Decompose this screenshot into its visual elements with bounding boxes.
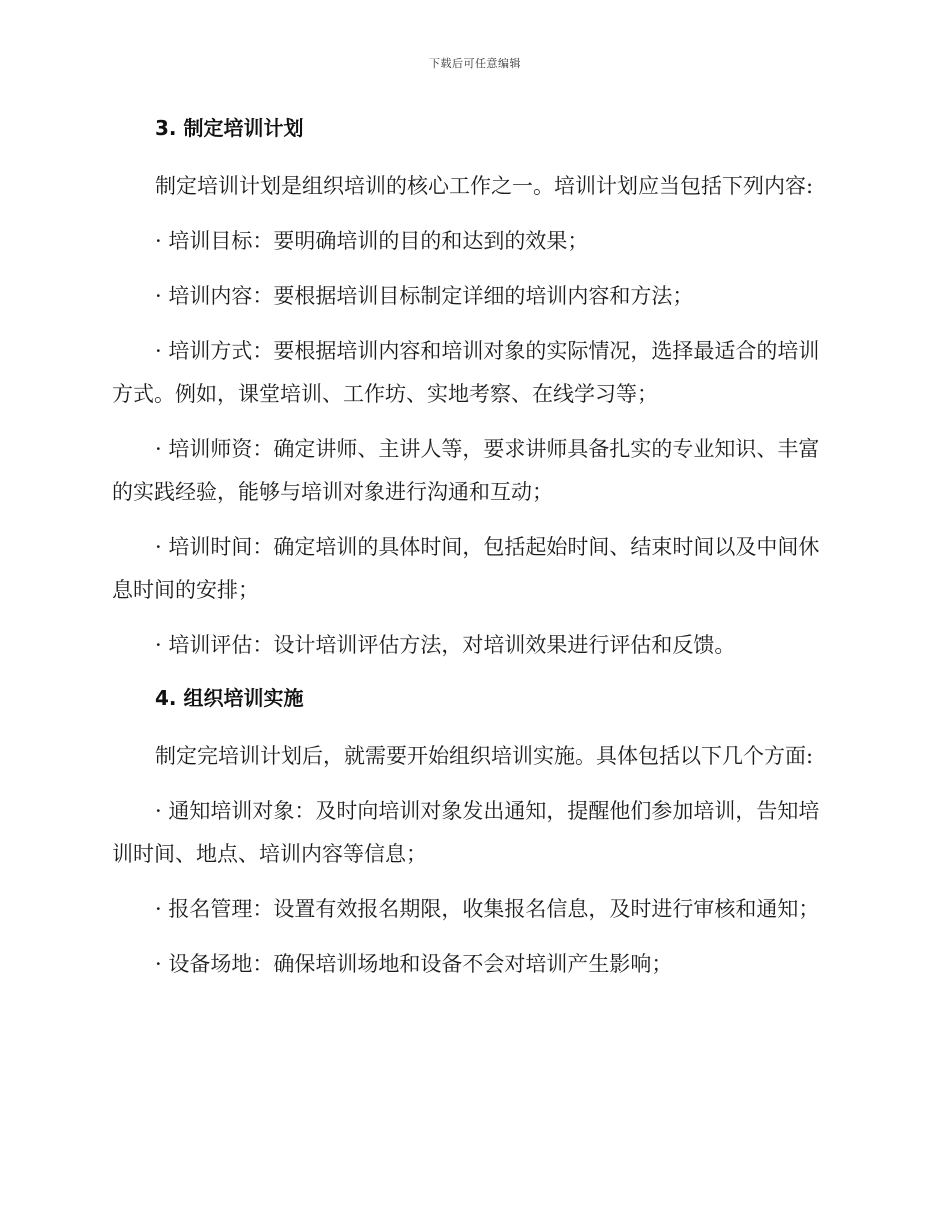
- bullet-item-training-goal: · 培训目标：要明确培训的目的和达到的效果；: [155, 229, 589, 253]
- section-training-implementation: [112, 679, 824, 986]
- bullet-item-equipment-venue: · 设备场地：确保培训场地和设备不会对培训产生影响；: [155, 952, 673, 976]
- section-intro: 制定完培训计划后，就需要开始组织培训实施。具体包括以下几个方面:: [155, 744, 814, 768]
- bullet-item-training-content: · 培训内容：要根据培训目标制定详细的培训内容和方法；: [155, 284, 694, 308]
- page-header-note: 下载后可任意编辑: [429, 57, 521, 70]
- section-intro: 制定培训计划是组织培训的核心工作之一。培训计划应当包括下列内容:: [155, 174, 814, 198]
- document-body: [112, 109, 824, 998]
- bullet-item-training-evaluation: · 培训评估：设计培训评估方法，对培训效果进行评估和反馈。: [155, 633, 736, 657]
- section-training-plan: [112, 109, 824, 667]
- bullet-item-training-time: · 培训时间：确定培训的具体时间，包括起始时间、结束时间以及中间休息时间的安排；: [112, 535, 820, 602]
- section-heading: 4. 组织培训实施: [155, 686, 304, 710]
- bullet-item-registration: · 报名管理：设置有效报名期限，收集报名信息，及时进行审核和通知；: [155, 897, 820, 921]
- section-heading: 3. 制定培训计划: [155, 116, 304, 140]
- bullet-item-training-instructors: · 培训师资：确定讲师、主讲人等，要求讲师具备扎实的专业知识、丰富的实践经验，能够与培训对象进行沟通和互动；: [112, 437, 820, 504]
- bullet-item-training-method: · 培训方式：要根据培训内容和培训对象的实际情况，选择最适合的培训方式。例如，课堂培训、工作坊、实地考察、在线学习等；: [112, 339, 820, 406]
- bullet-item-notify-trainees: · 通知培训对象：及时向培训对象发出通知，提醒他们参加培训，告知培训时间、地点、培训内容等信息；: [112, 799, 820, 866]
